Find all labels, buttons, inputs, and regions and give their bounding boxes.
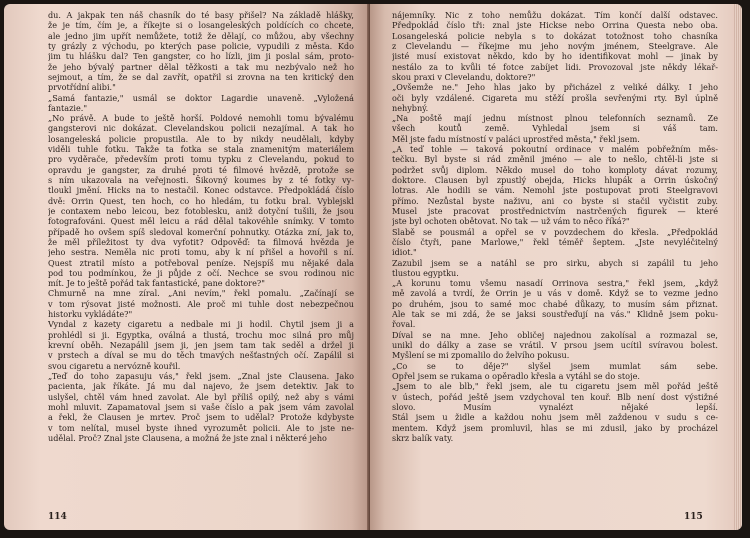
text-line: „Co se to děje?" slyšel jsem mumlat sám sebe.: [392, 360, 718, 371]
text-line: Losangeleská policie nebyla s to dokázat totožnost toho chasníka: [392, 30, 718, 41]
text-line: lotras. Ale hodili se vám. Nemohl jste postupovat proti Steelgravovi: [392, 185, 718, 196]
text-line: pacienta, jak říkáte. Já mu dal najevo, že jsem detektiv. Jak to: [48, 381, 354, 392]
text-line: prohlédl si ji. Egyptka, oválná a tlustá, trochu moc silná pro můj: [48, 329, 354, 340]
text-line: Chmurně na mne zíral. „Ani nevím," řekl pomalu. „Začínají se: [48, 288, 354, 299]
right-page-number: 115: [684, 512, 703, 522]
text-line: mě zavolá a tvrdí, že Orrin je u vás v domě. Když se to vezme jedno: [392, 288, 718, 299]
text-line: fantazie.": [48, 102, 88, 113]
text-line: že jeho bývalý partner dělal těžkosti a tak mu nezbývalo než ho: [48, 61, 354, 72]
text-line: dvě: Orrin Quest, ten hoch, co ho hledám, tu fotku bral. Vyblejskl: [48, 195, 354, 206]
text-line: podržet svůj diplom. Někdo musel do toho komploty dávat rozumy,: [392, 164, 718, 175]
text-line: „Na poště mají jednu místnost plnou telefonních seznamů. Ze: [392, 113, 718, 124]
text-line: prvotřídní alibi.": [48, 82, 116, 93]
text-line: Ale tak se mi zdá, že se jaksi soustřeďují na vás." Klidně jsem poku-: [392, 309, 718, 320]
text-line: opravdu je gangster, za druhé proti té filmové hvězdě, protože se: [48, 164, 354, 175]
right-page: [370, 4, 742, 530]
text-line: jim tu hlášku dal? Ten gangster, co ho lízli, jim ji poslal sám, proto-: [48, 51, 354, 62]
text-line: nájemníky. Nic z toho nemůžu dokázat. Tím končí další odstavec.: [392, 10, 718, 20]
text-line: tlustou egyptku.: [392, 267, 459, 278]
text-line: fotografováni. Quest měl leicu a rád dělal takovéhle snímky. V tomto: [48, 216, 354, 227]
text-line: viděli tuhle fotku. Takže ta fotka se stala znamenitým materiálem: [48, 144, 354, 155]
text-line: ty grázly z východu, po kterých pase policie, vypudili z města. Kdo: [48, 40, 354, 51]
text-line: že měl příležitost ty dva vyfotit? Odpověď: ta filmová hvězda je: [48, 236, 354, 247]
text-line: s ním ukazovala na veřejnosti. Šikovný koumes by z té fotky vy-: [48, 175, 354, 185]
text-line: číslo čtyři, pane Marlowe," řekl téměř šeptem. „Jste nevyléčitelný: [392, 236, 718, 247]
text-line: v tom rýsovat jisté možnosti. Ale proč mi tuhle dost nebezpečnou: [48, 298, 354, 309]
text-line: přímo. Nezůstal byste naživu, ani co byste si stačil vyčistit zuby.: [392, 195, 718, 206]
text-line: uslyšel, chtěl vám hned zavolat. Ale byl příliš opilý, než aby s vámi: [48, 391, 354, 402]
text-line: Stál jsem u židle a každou nohu jsem měl zaždenou v sudu s ce-: [392, 412, 718, 423]
text-line: Opřel jsem se rukama o opěradlo křesla a vytáhl se do stoje.: [392, 370, 640, 381]
text-line: sejmout, a tím, že se dal zavřít, opatřil si zrovna na ten kritický den: [48, 71, 354, 82]
text-line: slovo. Musím vynalézt nějaké lepší.: [392, 401, 718, 412]
text-line: unikl do dálky a zase se vrátil. V prsou jsem ucítil svíravou bolest.: [392, 340, 718, 350]
text-line: pod tou podmínkou, že ji půjde z očí. Nechce se svou rodinou nic: [48, 267, 354, 278]
text-line: „Samá fantazie," usmál se doktor Lagardie unaveně. „Vyložená: [48, 92, 354, 103]
text-line: Musel jste pracovat prostřednictvím nastrčených figurek — které: [392, 205, 718, 216]
text-line: „A teď tohle — taková pokoutní ordinace v malém pobřežním měs-: [392, 144, 718, 155]
left-page-text: [48, 10, 354, 443]
text-line: „Jsem to ale blb," řekl jsem, ale tu cigaretu jsem měl pořád ještě: [392, 381, 718, 392]
text-line: je contaxem nebo leicou, bez fotoblesku, aniž dotyční tušili, že jsou: [48, 205, 354, 216]
text-line: tečku. Byl byste si rád změnil jméno — ale to nešlo, chtěl-li jste si: [392, 154, 718, 165]
text-line: po druhém, jsou to samé moc chabé důkazy, to musím sám přiznat.: [392, 298, 718, 309]
text-line: historku vykládáte?": [48, 309, 133, 320]
text-line: jeho sestra. Neměla nic proti tomu, aby k ní přišel a hovořil s ní.: [48, 247, 354, 258]
text-line: v ústech, pořád ještě jsem vzdychoval ten kouř. Blb není dost výstižné: [392, 391, 718, 402]
text-line: že je tím, čím je, a říkejte si o losangeleských poldících co chcete,: [48, 20, 354, 31]
left-page-number: 114: [48, 512, 67, 522]
right-page-text: [392, 10, 718, 443]
text-line: krevní oběh. Nezapálil jsem ji, jen jsem tam tak seděl a držel ji: [48, 340, 354, 350]
text-line: Myšlení se mi zpomalilo do želvího pokusu.: [392, 350, 570, 361]
text-line: svou cigaretu a nervózně kouřil.: [48, 360, 181, 371]
text-line: nehybný.: [392, 102, 429, 113]
text-line: „Teď do toho zapasuju vás," řekl jsem. „Znal jste Clausena. Jako: [48, 370, 354, 381]
text-line: řoval.: [392, 319, 416, 330]
page-edges: [734, 4, 742, 530]
text-line: idiot.": [392, 247, 417, 258]
text-line: a řekl, že Clausen je mrtev. Proč jsem to udělal? Protože kdybyste: [48, 412, 354, 423]
text-line: skou praxi v Clevelandu, doktore?": [392, 71, 536, 82]
text-line: Zazubil jsem se a natáhl se pro sirku, abych si zapálil tu jeho: [392, 257, 718, 268]
text-line: jste byl ochoten obětovat. No tak — už vám to něco říká?": [392, 216, 630, 227]
text-line: všech koutů země. Vyhledal jsem si váš tam.: [392, 123, 718, 134]
text-line: „No právě. A bude to ještě horší. Poldové nemohli tomu bývalému: [48, 113, 354, 124]
text-line: Předpoklád číslo tři: znal jste Hickse nebo Orrina Questa nebo oba.: [392, 20, 718, 31]
text-line: udělal. Proč? Znal jste Clausena, a možná že jste znal i některé jeho: [48, 432, 327, 443]
text-line: Měl jste fadu místností v paláci uprostřed města," řekl jsem.: [392, 133, 640, 144]
text-line: jisté musí existovat někdo, kdo by ho identifikovat mohl — jinak by: [392, 51, 718, 62]
text-line: du. A jakpak ten náš chasník do té basy přišel? Na základě hlášky,: [48, 10, 354, 20]
text-line: nestálo za to kvůli té fotce zabíjet lidi. Provozoval jste někdy lékař-: [392, 61, 718, 72]
text-line: případě ho ovšem spíš sledoval komerční pohnutky. Otázka zní, jak to,: [48, 226, 354, 237]
text-line: ale jedno jim upřít nemůžete, totiž že dělají, co můžou, aby všechny: [48, 30, 354, 41]
text-line: mít. Je to ještě pořád tak fantastické, pane doktore?": [48, 278, 265, 289]
text-line: Slabě se pousmál a opřel se v povzdechem do křesla. „Předpoklád: [392, 226, 718, 237]
text-line: oči byly vzdálené. Cigareta mu stěží prošla sevřenými rty. Byl úplně: [392, 92, 718, 103]
text-line: v prstech a díval se mu do těch tmavých nešťastných očí. Zapálil si: [48, 350, 354, 361]
text-line: Vyndal z kazety cigaretu a nedbale mi ji hodil. Chytil jsem ji a: [48, 319, 354, 330]
text-line: „A korunu tomu všemu nasadí Orrinova sestra," řekl jsem, „když: [392, 278, 718, 289]
text-line: doktore. Clausen byl zpustlý obejda, Hicks hlupák a Orrin úskočný: [392, 175, 718, 185]
text-line: „Ovšemže ne." Jeho hlas jako by přicházel z veliké dálky. I jeho: [392, 82, 718, 93]
text-line: mohl mluvit. Zapamatoval jsem si vaše číslo a pak jsem vám zavolal: [48, 401, 354, 412]
text-line: losangeleská policie propustila. Ale to by nikdy neudělali, kdyby: [48, 133, 354, 144]
text-line: Quest ztratil místo a potřeboval peníze. Nejspíš mu nějaké dala: [48, 257, 354, 268]
text-line: mentem. Když jsem promluvil, hlas se mi zdusil, jako by procházel: [392, 422, 718, 433]
text-line: skrz balík vaty.: [392, 432, 454, 443]
text-line: Díval se na mne. Jeho obličej najednou zakolísal a rozmazal se,: [392, 329, 718, 340]
text-line: z Clevelandu — říkejme mu jeho novým jménem, Steelgrave. Ale: [392, 40, 718, 51]
text-line: gangsterovi nic dokázat. Clevelandskou policii nezajímal. A tak ho: [48, 123, 354, 134]
left-page: [4, 4, 370, 530]
text-line: pro vyděrače, především proti tomu typku z Clevelandu, pokud to: [48, 154, 354, 165]
text-line: tloukl jmění. Hicks na to nestačil. Konec odstavce. Předpokládá číslo: [48, 185, 354, 196]
text-line: v tom nelítal, musel byste ihned vyrozumět policii. Ale to jste ne-: [48, 422, 354, 433]
